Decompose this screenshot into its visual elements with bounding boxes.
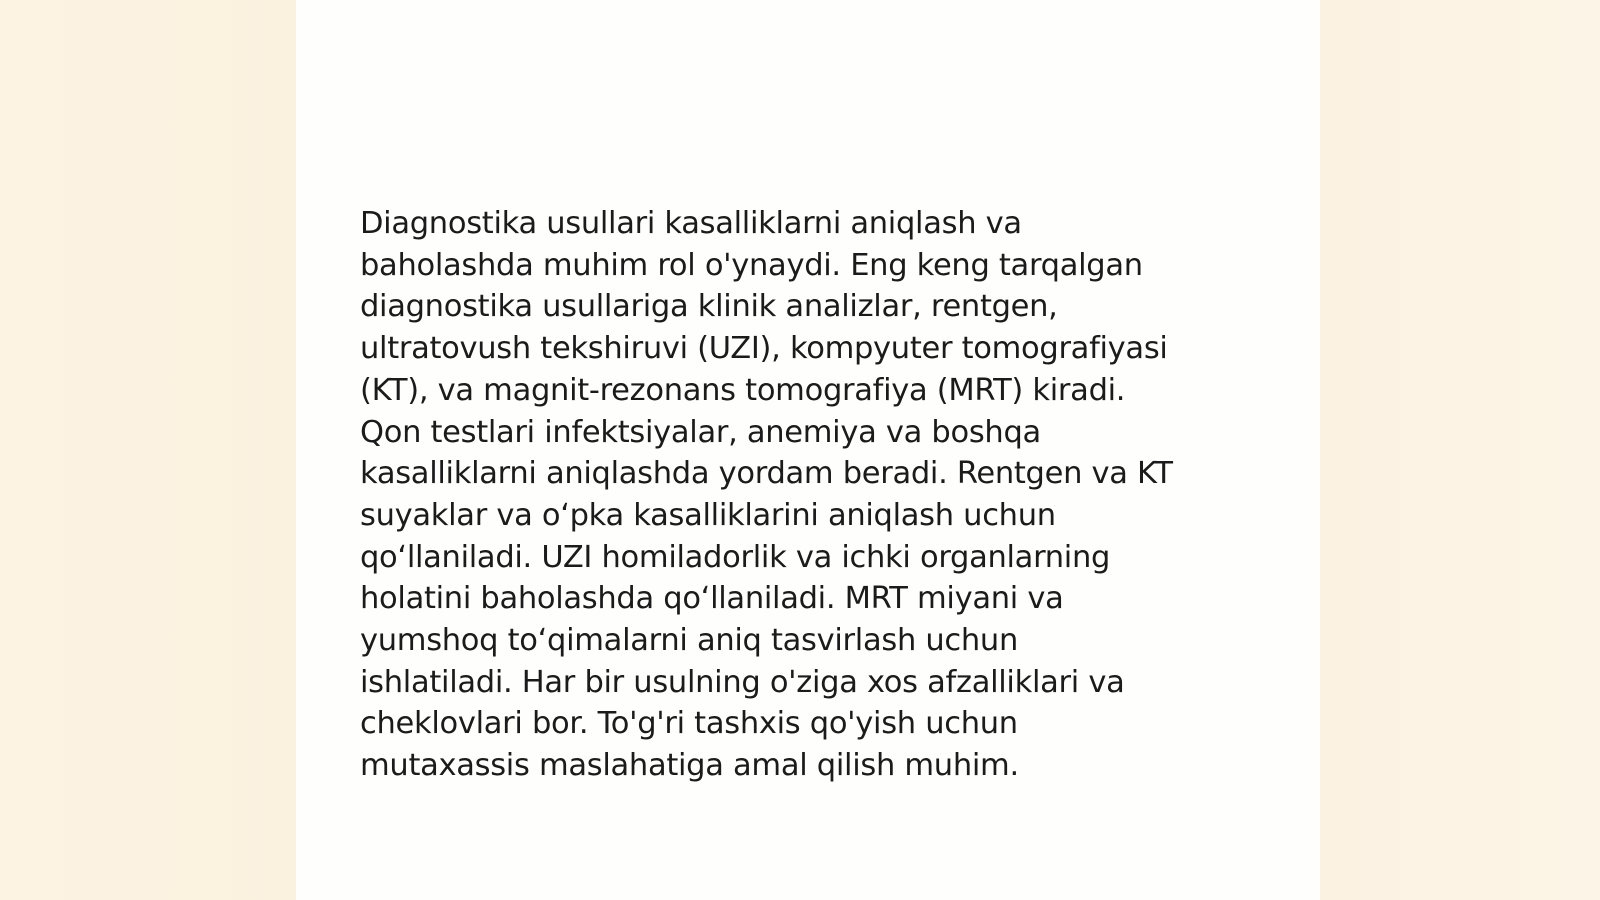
paragraph-line-12: ishlatiladi. Har bir usulning o'ziga xos afzalliklari va xyxy=(360,664,1125,700)
paragraph-line-4: ultratovush tekshiruvi (UZI), kompyuter tomografiyasi xyxy=(360,331,1168,367)
paragraph-line-1: Diagnostika usullari kasalliklarni aniqlash va xyxy=(360,206,1022,241)
body-paragraph xyxy=(360,203,1260,787)
paragraph-line-6: Qon testlari infektsiyalar, anemiya va boshqa xyxy=(360,414,1041,450)
paragraph-line-10: holatini baholashda qoʻllaniladi. MRT miyani va xyxy=(360,581,1064,617)
document-page xyxy=(296,0,1320,900)
paragraph-line-13: cheklovlari bor. To'g'ri tashxis qo'yish uchun xyxy=(360,706,1018,742)
paragraph-line-14: mutaxassis maslahatiga amal qilish muhim. xyxy=(360,748,1019,784)
paragraph-line-11: yumshoq toʻqimalarni aniq tasvirlash uchun xyxy=(360,623,1018,659)
paragraph-line-7: kasalliklarni aniqlashda yordam beradi. Rentgen va KT xyxy=(360,456,1173,492)
paragraph-line-8: suyaklar va oʻpka kasalliklarini aniqlash uchun xyxy=(360,497,1056,533)
paragraph-line-2: baholashda muhim rol o'ynaydi. Eng keng tarqalgan xyxy=(360,247,1143,283)
right-margin-background xyxy=(1320,0,1600,900)
paragraph-line-9: qoʻllaniladi. UZI homiladorlik va ichki organlarning xyxy=(360,539,1111,575)
left-margin-background xyxy=(0,0,296,900)
paragraph-line-3: diagnostika usullariga klinik analizlar, rentgen, xyxy=(360,289,1058,325)
paragraph-line-5: (KT), va magnit-rezonans tomografiya (MRT) kiradi. xyxy=(360,372,1126,408)
